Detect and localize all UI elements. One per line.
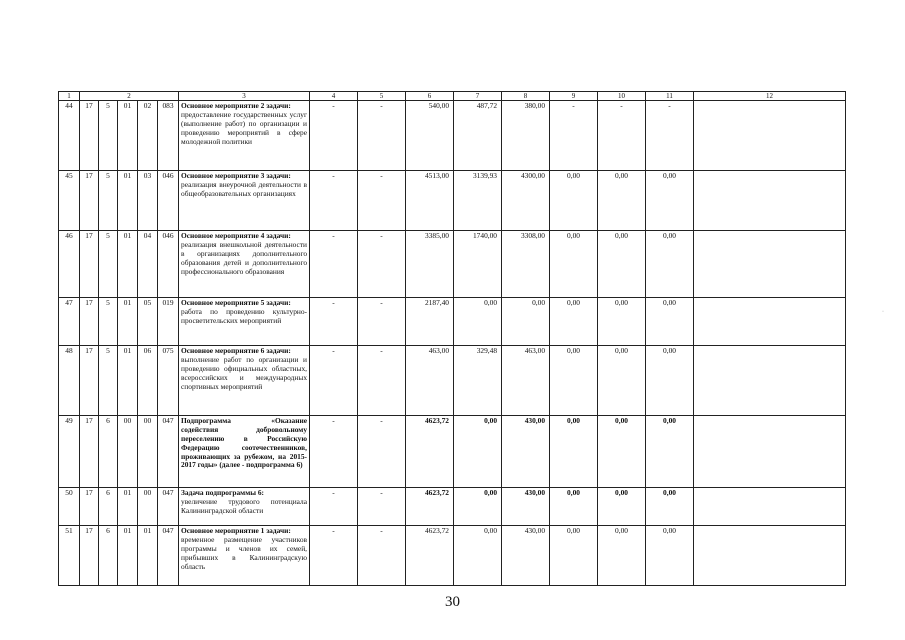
description-body: реализация внешкольной деятельности в организациях дополнительного образования детей и дополнительного профессионального образования <box>181 239 308 276</box>
table-row <box>59 298 846 346</box>
value-cell-col9: - <box>550 101 598 171</box>
row-number-cell: 47 <box>59 298 80 346</box>
description-title: Основное мероприятие 4 задачи: <box>181 231 291 240</box>
code-cell: 17 <box>80 488 99 526</box>
code-cell: 5 <box>99 298 118 346</box>
table-row <box>59 526 846 586</box>
code-cell: 05 <box>138 298 158 346</box>
value-cell-col11: 0,00 <box>646 231 694 298</box>
value-cell-col7: 329,48 <box>454 346 502 416</box>
header-cell: 7 <box>454 92 502 101</box>
header-cell: 1 <box>59 92 80 101</box>
code-cell: 00 <box>118 416 138 488</box>
value-cell-col8: 430,00 <box>502 526 550 586</box>
value-cell-col12 <box>694 416 846 488</box>
code-cell: 03 <box>138 171 158 231</box>
code-cell: 04 <box>138 231 158 298</box>
value-cell-col12 <box>694 231 846 298</box>
code-cell: 6 <box>99 416 118 488</box>
value-cell-col11: 0,00 <box>646 416 694 488</box>
value-cell-col6: 4623,72 <box>406 488 454 526</box>
value-cell-col7: 1740,00 <box>454 231 502 298</box>
value-cell-col4: - <box>310 101 358 171</box>
header-cell: 12 <box>694 92 846 101</box>
value-cell-col6: 463,00 <box>406 346 454 416</box>
table-row <box>59 346 846 416</box>
value-cell-col4: - <box>310 488 358 526</box>
value-cell-col5: - <box>358 298 406 346</box>
value-cell-col10: 0,00 <box>598 171 646 231</box>
value-cell-col5: - <box>358 231 406 298</box>
code-cell: 17 <box>80 171 99 231</box>
description-title: Основное мероприятие 3 задачи: <box>181 171 291 180</box>
header-cell: 9 <box>550 92 598 101</box>
description-title: Основное мероприятие 6 задачи: <box>181 346 291 355</box>
value-cell-col10: 0,00 <box>598 488 646 526</box>
description-body: реализация внеурочной деятельности в общеобразовательных организациях <box>181 179 308 198</box>
code-cell: 01 <box>118 526 138 586</box>
value-cell-col12 <box>694 171 846 231</box>
value-cell-col5: - <box>358 488 406 526</box>
value-cell-col8: 4300,00 <box>502 171 550 231</box>
value-cell-col11: 0,00 <box>646 526 694 586</box>
value-cell-col10: 0,00 <box>598 231 646 298</box>
description-title: Основное мероприятие 2 задачи: <box>181 101 291 110</box>
description-cell <box>179 488 310 526</box>
value-cell-col6: 2187,40 <box>406 298 454 346</box>
code-cell: 00 <box>138 416 158 488</box>
header-cell: 2 <box>80 92 179 101</box>
value-cell-col4: - <box>310 231 358 298</box>
description-cell <box>179 171 310 231</box>
code-cell: 083 <box>158 101 179 171</box>
value-cell-col5: - <box>358 171 406 231</box>
value-cell-col7: 0,00 <box>454 416 502 488</box>
value-cell-col8: 430,00 <box>502 488 550 526</box>
code-cell: 047 <box>158 488 179 526</box>
value-cell-col9: 0,00 <box>550 171 598 231</box>
value-cell-col7: 3139,93 <box>454 171 502 231</box>
value-cell-col4: - <box>310 346 358 416</box>
code-cell: 046 <box>158 171 179 231</box>
description-body: выполнение работ по организации и проведению официальных областных, всероссийских и международных спортивных мероприятий <box>181 354 308 391</box>
code-cell: 5 <box>99 171 118 231</box>
description-cell <box>179 346 310 416</box>
code-cell: 075 <box>158 346 179 416</box>
description-body: временное размещение участников программы и членов их семей, прибывших в Калининградскую область <box>181 534 308 571</box>
value-cell-col6: 3385,00 <box>406 231 454 298</box>
value-cell-col11: 0,00 <box>646 346 694 416</box>
description-body: предоставление государственных услуг (выполнение работ) по организации и проведению мероприятий в сфере молодежной политики <box>181 109 308 146</box>
row-number-cell: 50 <box>59 488 80 526</box>
table-row <box>59 231 846 298</box>
code-cell: 01 <box>118 101 138 171</box>
row-number-cell: 44 <box>59 101 80 171</box>
value-cell-col10: 0,00 <box>598 346 646 416</box>
scan-mark: · <box>882 309 884 315</box>
value-cell-col6: 4513,00 <box>406 171 454 231</box>
code-cell: 17 <box>80 526 99 586</box>
value-cell-col7: 487,72 <box>454 101 502 171</box>
value-cell-col8: 0,00 <box>502 298 550 346</box>
description-title: Основное мероприятие 1 задачи: <box>181 526 291 535</box>
value-cell-col5: - <box>358 526 406 586</box>
value-cell-col9: 0,00 <box>550 526 598 586</box>
description-cell <box>179 526 310 586</box>
code-cell: 06 <box>138 346 158 416</box>
table-body <box>59 101 846 586</box>
code-cell: 17 <box>80 298 99 346</box>
description-cell <box>179 416 310 488</box>
value-cell-col4: - <box>310 298 358 346</box>
code-cell: 047 <box>158 526 179 586</box>
page-number: 30 <box>445 594 460 610</box>
table-row <box>59 171 846 231</box>
value-cell-col7: 0,00 <box>454 298 502 346</box>
value-cell-col12 <box>694 298 846 346</box>
value-cell-col12 <box>694 346 846 416</box>
value-cell-col8: 430,00 <box>502 416 550 488</box>
value-cell-col12 <box>694 101 846 171</box>
code-cell: 6 <box>99 526 118 586</box>
value-cell-col9: 0,00 <box>550 298 598 346</box>
value-cell-col9: 0,00 <box>550 416 598 488</box>
code-cell: 046 <box>158 231 179 298</box>
code-cell: 01 <box>118 298 138 346</box>
description-body: увеличение трудового потенциала Калининградской области <box>181 496 308 515</box>
value-cell-col11: - <box>646 101 694 171</box>
code-cell: 01 <box>118 346 138 416</box>
value-cell-col7: 0,00 <box>454 488 502 526</box>
value-cell-col10: 0,00 <box>598 416 646 488</box>
value-cell-col6: 4623,72 <box>406 416 454 488</box>
table-row <box>59 416 846 488</box>
value-cell-col6: 540,00 <box>406 101 454 171</box>
value-cell-col5: - <box>358 346 406 416</box>
value-cell-col5: - <box>358 101 406 171</box>
header-cell: 3 <box>179 92 310 101</box>
table-row <box>59 488 846 526</box>
description-cell <box>179 298 310 346</box>
value-cell-col4: - <box>310 171 358 231</box>
value-cell-col10: 0,00 <box>598 298 646 346</box>
code-cell: 17 <box>80 101 99 171</box>
code-cell: 17 <box>80 416 99 488</box>
value-cell-col11: 0,00 <box>646 488 694 526</box>
header-cell: 5 <box>358 92 406 101</box>
description-cell <box>179 101 310 171</box>
header-cell: 10 <box>598 92 646 101</box>
value-cell-col8: 380,00 <box>502 101 550 171</box>
value-cell-col12 <box>694 526 846 586</box>
table-row <box>59 101 846 171</box>
value-cell-col10: - <box>598 101 646 171</box>
code-cell: 17 <box>80 346 99 416</box>
code-cell: 02 <box>138 101 158 171</box>
value-cell-col4: - <box>310 526 358 586</box>
row-number-cell: 48 <box>59 346 80 416</box>
value-cell-col9: 0,00 <box>550 488 598 526</box>
code-cell: 17 <box>80 231 99 298</box>
value-cell-col10: 0,00 <box>598 526 646 586</box>
value-cell-col6: 4623,72 <box>406 526 454 586</box>
code-cell: 01 <box>138 526 158 586</box>
header-row <box>59 92 846 101</box>
budget-table <box>58 91 846 586</box>
code-cell: 6 <box>99 488 118 526</box>
code-cell: 5 <box>99 101 118 171</box>
header-cell: 8 <box>502 92 550 101</box>
value-cell-col11: 0,00 <box>646 298 694 346</box>
value-cell-col4: - <box>310 416 358 488</box>
value-cell-col9: 0,00 <box>550 231 598 298</box>
code-cell: 01 <box>118 231 138 298</box>
value-cell-col9: 0,00 <box>550 346 598 416</box>
value-cell-col11: 0,00 <box>646 171 694 231</box>
code-cell: 01 <box>118 488 138 526</box>
code-cell: 047 <box>158 416 179 488</box>
header-cell: 6 <box>406 92 454 101</box>
code-cell: 5 <box>99 346 118 416</box>
row-number-cell: 51 <box>59 526 80 586</box>
value-cell-col5: - <box>358 416 406 488</box>
row-number-cell: 45 <box>59 171 80 231</box>
code-cell: 019 <box>158 298 179 346</box>
value-cell-col8: 463,00 <box>502 346 550 416</box>
value-cell-col12 <box>694 488 846 526</box>
value-cell-col7: 0,00 <box>454 526 502 586</box>
description-cell <box>179 231 310 298</box>
description-title: Основное мероприятие 5 задачи: <box>181 298 291 307</box>
description-title: Подпрограмма «Оказание содействия добровольному переселению в Российскую Федерацию соотечественников, проживающих за рубежом, на 2015-2017 годы» (далее - подпрограмма 6) <box>181 416 308 470</box>
value-cell-col8: 3308,00 <box>502 231 550 298</box>
header-cell: 4 <box>310 92 358 101</box>
code-cell: 00 <box>138 488 158 526</box>
row-number-cell: 46 <box>59 231 80 298</box>
description-body: работа по проведению культурно-просветительских мероприятий <box>181 306 308 325</box>
row-number-cell: 49 <box>59 416 80 488</box>
code-cell: 01 <box>118 171 138 231</box>
header-cell: 11 <box>646 92 694 101</box>
code-cell: 5 <box>99 231 118 298</box>
description-title: Задача подпрограммы 6: <box>181 488 265 497</box>
